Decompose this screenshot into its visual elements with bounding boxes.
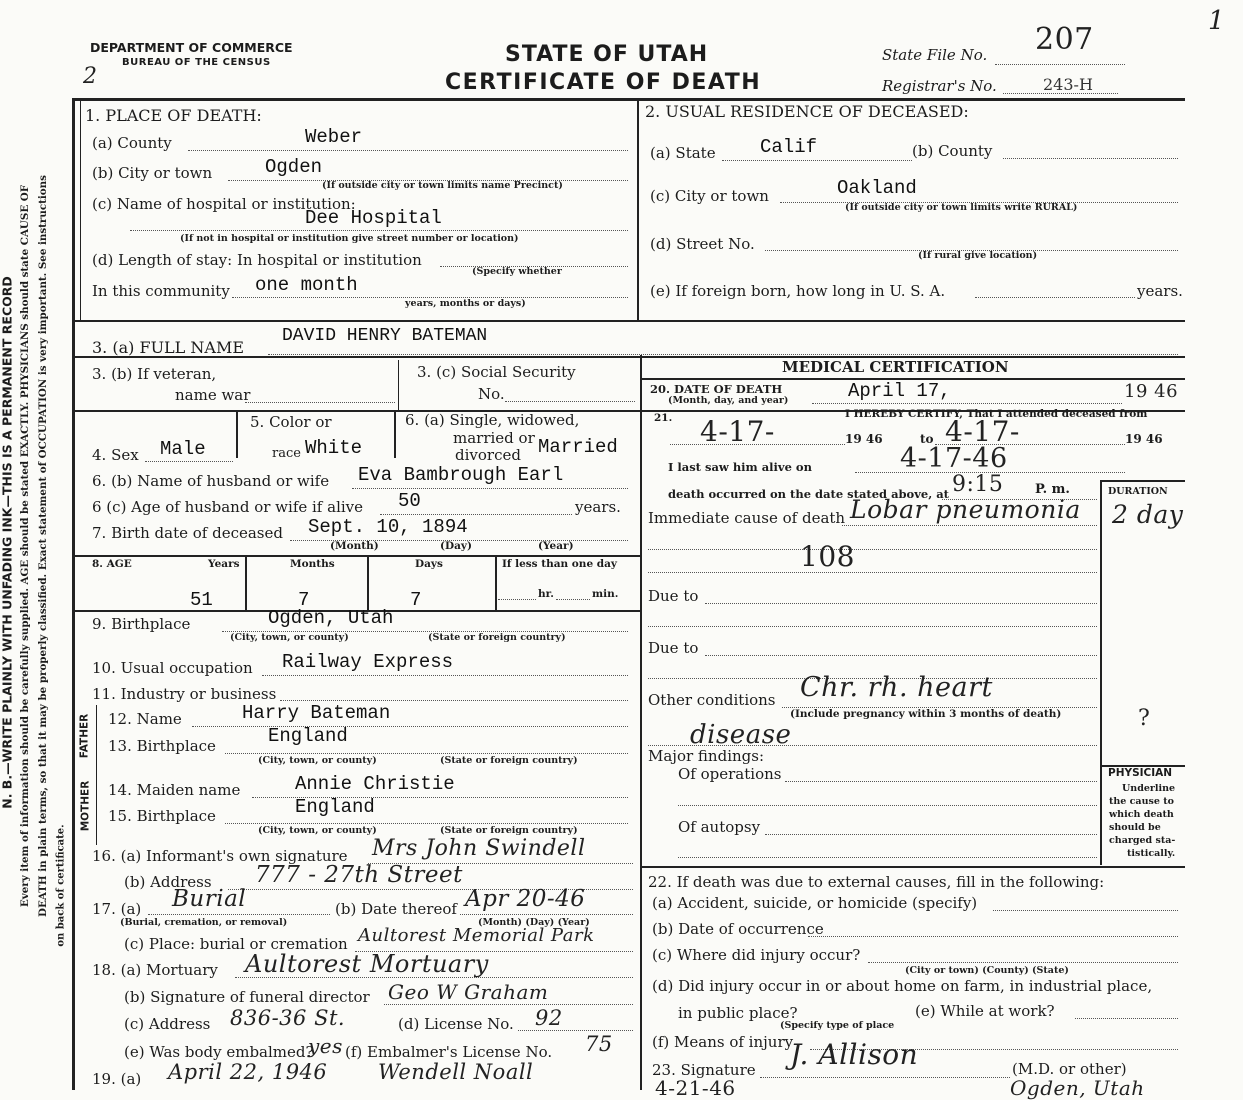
ymd-note: years, months or days) bbox=[405, 298, 526, 309]
veteran-label-1: 3. (b) If veteran, bbox=[92, 365, 217, 383]
sex-label: 4. Sex bbox=[92, 446, 139, 464]
residence-heading: 2. USUAL RESIDENCE OF DECEASED: bbox=[645, 102, 969, 121]
burial-date: Apr 20-46 bbox=[465, 886, 586, 912]
death-date-note: (Month, day, and year) bbox=[668, 395, 789, 406]
preg-note: (Include pregnancy within 3 months of death) bbox=[790, 708, 1062, 720]
veteran-label-2: name war bbox=[175, 386, 251, 404]
mother-birthplace-value: England bbox=[295, 796, 375, 818]
attended-to: 4-17- bbox=[945, 415, 1020, 448]
burial-note: (Burial, cremation, or removal) bbox=[120, 917, 288, 928]
mother-name-value: Annie Christie bbox=[295, 773, 455, 795]
birthplace-label: 9. Birthplace bbox=[92, 615, 191, 633]
color-label-2: race bbox=[272, 446, 301, 461]
duration-label: DURATION bbox=[1108, 486, 1168, 497]
res-street-note: (If rural give location) bbox=[918, 250, 1038, 261]
mother-state-note: (State or foreign country) bbox=[440, 825, 578, 836]
full-name-label: 3. (a) FULL NAME bbox=[92, 338, 244, 357]
informant-signature: Mrs John Swindell bbox=[372, 836, 586, 861]
last-saw-date: 4-17-46 bbox=[900, 443, 1008, 474]
cert-text: I HEREBY CERTIFY, That I attended deceased from bbox=[845, 408, 1148, 420]
res-state-label: (a) State bbox=[650, 144, 716, 162]
res-city-note: (If outside city or town limits write RURAL) bbox=[845, 202, 1078, 213]
director-label: (b) Signature of funeral director bbox=[124, 988, 370, 1006]
birth-year-note: (Year) bbox=[538, 540, 574, 552]
other-label: Other conditions bbox=[648, 691, 776, 709]
registrar-label: Registrar's No. bbox=[882, 77, 997, 95]
marital-label-2: married or bbox=[453, 429, 535, 447]
external-b: (b) Date of occurrence bbox=[652, 920, 824, 938]
father-city-note: (City, town, or county) bbox=[258, 755, 377, 766]
city-note: (If outside city or town limits name Precinct) bbox=[322, 180, 563, 191]
state-file-number: 207 bbox=[1035, 22, 1094, 57]
occupation-label: 10. Usual occupation bbox=[92, 659, 253, 677]
age-days-value: 7 bbox=[410, 589, 422, 611]
external-f: (f) Means of injury bbox=[652, 1033, 794, 1051]
place-heading: 1. PLACE OF DEATH: bbox=[85, 106, 262, 125]
embalmer-label: (f) Embalmer's License No. bbox=[345, 1043, 553, 1061]
state-title: STATE OF UTAH bbox=[505, 42, 709, 67]
embalmed-value: yes bbox=[308, 1034, 343, 1058]
cause-code: 108 bbox=[800, 540, 855, 573]
informant-address: 777 - 27th Street bbox=[255, 862, 463, 888]
ss-label-1: 3. (c) Social Security bbox=[417, 363, 576, 381]
mortuary-label: 18. (a) Mortuary bbox=[92, 961, 218, 979]
res-city-label: (c) City or town bbox=[650, 187, 769, 205]
father-name-value: Harry Bateman bbox=[242, 702, 391, 724]
mother-birthplace-label: 15. Birthplace bbox=[108, 807, 216, 825]
color-label-1: 5. Color or bbox=[250, 413, 332, 431]
external-e: (e) While at work? bbox=[915, 1002, 1055, 1020]
hospital-value: Dee Hospital bbox=[305, 207, 442, 229]
birth-label: 7. Birth date of deceased bbox=[92, 524, 283, 542]
death-date-value: April 17, bbox=[848, 380, 951, 402]
occupation-value: Railway Express bbox=[282, 651, 454, 673]
filed-label: 19. (a) bbox=[92, 1070, 142, 1088]
phys-note-3: which death bbox=[1109, 809, 1174, 820]
phys-note-1: Underline bbox=[1122, 783, 1176, 794]
physician-signature: J. Allison bbox=[790, 1038, 919, 1071]
burial-place-label: (c) Place: burial or cremation bbox=[124, 935, 348, 953]
birth-month-note: (Month) bbox=[330, 540, 379, 552]
father-state-note: (State or foreign country) bbox=[440, 755, 578, 766]
foreign-years: years. bbox=[1137, 282, 1183, 300]
other-conditions: Chr. rh. heart bbox=[800, 672, 993, 703]
res-street-label: (d) Street No. bbox=[650, 235, 755, 253]
of-operations: Of operations bbox=[678, 765, 782, 783]
color-value: White bbox=[305, 437, 363, 459]
mother-name-label: 14. Maiden name bbox=[108, 781, 241, 799]
external-a: (a) Accident, suicide, or homicide (specify) bbox=[652, 894, 978, 912]
certificate-title: CERTIFICATE OF DEATH bbox=[445, 70, 762, 95]
mother-side-label: MOTHER bbox=[79, 780, 92, 832]
immediate-label: Immediate cause of death bbox=[648, 509, 846, 527]
mortuary-addr-label: (c) Address bbox=[124, 1015, 211, 1033]
industry-label: 11. Industry or business bbox=[92, 685, 277, 703]
res-city-value: Oakland bbox=[837, 177, 917, 199]
county-value: Weber bbox=[305, 126, 363, 148]
spouse-age-unit: years. bbox=[575, 498, 621, 516]
death-date-year: 19 46 bbox=[1124, 381, 1179, 402]
external-spec-note: (Specify type of place bbox=[780, 1020, 895, 1031]
mortuary-value: Aultorest Mortuary bbox=[245, 950, 489, 978]
external-loc-note: (City or town) (County) (State) bbox=[905, 965, 1069, 976]
res-county-label: (b) County bbox=[912, 142, 993, 160]
ss-label-2: No. bbox=[478, 385, 505, 403]
of-autopsy: Of autopsy bbox=[678, 818, 761, 836]
death-ampm: P. m. bbox=[1035, 482, 1070, 497]
phys-note-5: charged sta- bbox=[1109, 835, 1176, 846]
filed-registrar: Wendell Noall bbox=[378, 1060, 534, 1084]
signature-md: (M.D. or other) bbox=[1012, 1060, 1127, 1078]
age-min: min. bbox=[592, 588, 619, 600]
license-value: 92 bbox=[535, 1006, 563, 1030]
community-label: In this community bbox=[92, 282, 230, 300]
side-line-3: DEATH in plain terms, so that it may be properly classified. Exact statement of OCCUPATION is very important. See instructions bbox=[37, 175, 49, 917]
marital-label-1: 6. (a) Single, widowed, bbox=[405, 411, 580, 429]
community-value: one month bbox=[255, 274, 358, 296]
hospital-label: (c) Name of hospital or institution: bbox=[92, 195, 356, 213]
city-value: Ogden bbox=[265, 156, 323, 178]
age-lt-label: If less than one day bbox=[502, 558, 618, 570]
due-to-2: Due to bbox=[648, 639, 699, 657]
occurred-label: death occurred on the date stated above, at bbox=[668, 487, 949, 501]
signature-date: 4-21-46 bbox=[655, 1076, 736, 1100]
father-birthplace-label: 13. Birthplace bbox=[108, 737, 216, 755]
spouse-age-label: 6 (c) Age of husband or wife if alive bbox=[92, 498, 364, 516]
birthplace-state-note: (State or foreign country) bbox=[428, 632, 566, 643]
father-birthplace-value: England bbox=[268, 725, 348, 747]
attended-from: 4-17- bbox=[700, 415, 775, 448]
department: DEPARTMENT OF COMMERCE bbox=[90, 40, 293, 55]
spouse-age-value: 50 bbox=[398, 490, 421, 512]
physician-label: PHYSICIAN bbox=[1108, 767, 1173, 779]
county-label: (a) County bbox=[92, 134, 172, 152]
birthplace-city-note: (City, town, or county) bbox=[230, 632, 349, 643]
age-label: 8. AGE bbox=[92, 558, 132, 570]
major-findings: Major findings: bbox=[648, 747, 765, 765]
phys-note-2: the cause to bbox=[1109, 796, 1174, 807]
due-to-1: Due to bbox=[648, 587, 699, 605]
external-d1: (d) Did injury occur in or about home on farm, in industrial place, bbox=[652, 977, 1153, 995]
marital-label-3: divorced bbox=[455, 446, 521, 464]
burial-md-note: (Month) (Day) (Year) bbox=[478, 917, 590, 928]
director-signature: Geo W Graham bbox=[388, 980, 549, 1004]
marital-value: Married bbox=[538, 436, 618, 458]
medical-heading: MEDICAL CERTIFICATION bbox=[782, 358, 1009, 376]
phys-note-4: should be bbox=[1109, 822, 1161, 833]
burial-date-label: (b) Date thereof bbox=[335, 900, 457, 918]
attended-from-year: 19 46 bbox=[845, 432, 883, 446]
side-instructions bbox=[0, 0, 80, 1090]
last-saw-label: I last saw him alive on bbox=[668, 460, 812, 474]
embalmer-value: 75 bbox=[585, 1032, 613, 1056]
foreign-label: (e) If foreign born, how long in U. S. A. bbox=[650, 282, 946, 300]
specify-note: (Specify whether bbox=[472, 266, 562, 277]
burial-disposition: Burial bbox=[172, 886, 247, 912]
spouse-label: 6. (b) Name of husband or wife bbox=[92, 472, 330, 490]
external-d2: in public place? bbox=[678, 1004, 798, 1022]
sex-value: Male bbox=[160, 438, 206, 460]
age-years-label: Years bbox=[208, 558, 240, 570]
other-conditions-2: disease bbox=[690, 720, 792, 750]
external-c: (c) Where did injury occur? bbox=[652, 946, 861, 964]
other-duration: ? bbox=[1138, 706, 1151, 731]
cert-number: 21. bbox=[654, 412, 673, 424]
hospital-note: (If not in hospital or institution give street number or location) bbox=[180, 233, 519, 244]
birth-day-note: (Day) bbox=[440, 540, 472, 552]
side-line-4: on back of certificate. bbox=[55, 824, 67, 947]
death-date-label: 20. DATE OF DEATH bbox=[650, 382, 783, 396]
full-name-value: DAVID HENRY BATEMAN bbox=[282, 326, 488, 346]
father-side-label: FATHER bbox=[78, 713, 91, 759]
license-label: (d) License No. bbox=[398, 1015, 514, 1033]
embalmed-label: (e) Was body embalmed? bbox=[124, 1043, 314, 1061]
age-years-value: 51 bbox=[190, 589, 213, 611]
age-days-label: Days bbox=[415, 558, 443, 570]
corner-mark: 1 bbox=[1208, 6, 1226, 36]
informant-addr-label: (b) Address bbox=[124, 873, 212, 891]
spouse-value: Eva Bambrough Earl bbox=[358, 464, 564, 486]
burial-a-label: 17. (a) bbox=[92, 900, 142, 918]
state-file-label: State File No. bbox=[882, 46, 988, 64]
age-hr: hr. bbox=[538, 588, 554, 600]
signature-city: Ogden, Utah bbox=[1010, 1076, 1145, 1100]
mother-city-note: (City, town, or county) bbox=[258, 825, 377, 836]
filed-date: April 22, 1946 bbox=[168, 1060, 328, 1084]
registrar-number: 243-H bbox=[1043, 75, 1093, 94]
death-time: 9:15 bbox=[952, 472, 1004, 497]
bureau: BUREAU OF THE CENSUS bbox=[122, 57, 271, 68]
age-months-value: 7 bbox=[298, 589, 310, 611]
signature-label: 23. Signature bbox=[652, 1061, 756, 1079]
phys-note-6: tistically. bbox=[1127, 848, 1176, 859]
burial-place: Aultorest Memorial Park bbox=[358, 925, 595, 946]
city-label: (b) City or town bbox=[92, 164, 213, 182]
margin-mark: 2 bbox=[83, 64, 98, 89]
informant-sig-label: 16. (a) Informant's own signature bbox=[92, 847, 348, 865]
birthplace-value: Ogden, Utah bbox=[268, 607, 394, 629]
stay-label: (d) Length of stay: In hospital or institution bbox=[92, 251, 422, 269]
immediate-duration: 2 day bbox=[1112, 500, 1184, 529]
father-name-label: 12. Name bbox=[108, 710, 182, 728]
external-heading: 22. If death was due to external causes, fill in the following: bbox=[648, 873, 1105, 891]
res-state-value: Calif bbox=[760, 136, 818, 158]
birth-value: Sept. 10, 1894 bbox=[308, 516, 468, 538]
side-line-2: Every item of information should be carefully supplied. AGE should be stated EXACTLY. PHYSICIANS should state CAUSE OF bbox=[19, 184, 31, 908]
immediate-cause: Lobar pneumonia bbox=[850, 495, 1081, 524]
mortuary-address: 836-36 St. bbox=[230, 1006, 346, 1030]
side-line-1: N. B.—WRITE PLAINLY WITH UNFADING INK—THIS IS A PERMANENT RECORD bbox=[0, 276, 15, 809]
attended-to-year: 19 46 bbox=[1125, 432, 1163, 446]
age-months-label: Months bbox=[290, 558, 335, 570]
